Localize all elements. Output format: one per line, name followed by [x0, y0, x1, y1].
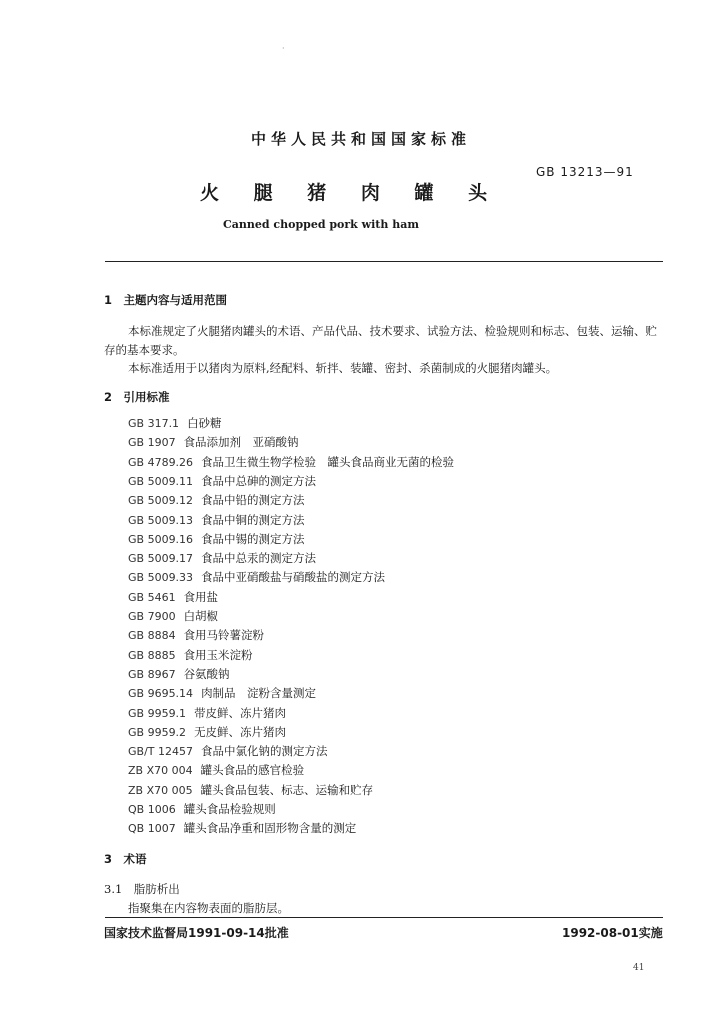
section-1-heading: 1 主题内容与适用范围 [104, 293, 228, 307]
standard-title-english: Canned chopped pork with ham [223, 218, 419, 231]
reference-title: 食品添加剂 亚硝酸钠 [183, 435, 299, 450]
reference-row [128, 801, 276, 820]
reference-code: ZB X70 005 [128, 783, 193, 797]
reference-code: GB 8884 [128, 629, 176, 643]
scan-speck: · [282, 44, 285, 53]
reference-code: GB 9695.14 [128, 687, 194, 701]
standard-title-chinese: 火 腿 猪 肉 罐 头 [200, 182, 490, 204]
reference-row [128, 705, 286, 724]
reference-code: QB 1006 [128, 803, 176, 816]
reference-row [128, 589, 218, 608]
reference-row [128, 666, 230, 685]
reference-title: 无皮鲜、冻片猪肉 [194, 724, 287, 739]
approval-date: 国家技术监督局1991-09-14批准 [104, 926, 289, 940]
reference-title: 白胡椒 [183, 609, 219, 623]
reference-row [128, 647, 253, 666]
reference-title: 食品中总砷的测定方法 [201, 473, 317, 488]
reference-title: 白砂糖 [187, 416, 222, 430]
application-paragraph: 本标准适用于以猪肉为原料,经配料、斩拌、装罐、密封、杀菌制成的火腿猪肉罐头。 [128, 361, 558, 375]
reference-code: GB 7900 [128, 610, 176, 623]
reference-title: 罐头食品净重和固形物含量的测定 [183, 821, 357, 836]
reference-title: 食品中锡的测定方法 [201, 531, 305, 546]
reference-code: GB 9959.1 [128, 706, 187, 720]
reference-code: GB/T 12457 [128, 745, 193, 759]
implementation-date: 1992-08-01实施 [562, 926, 663, 940]
reference-code: ZB X70 004 [128, 764, 193, 778]
reference-title: 罐头食品检验规则 [183, 802, 276, 816]
page-number: 41 [633, 963, 645, 973]
reference-title: 谷氨酸钠 [183, 666, 230, 681]
national-standard-title: 中华人民共和国国家标准 [250, 130, 471, 148]
section-2-heading: 2 引用标准 [104, 390, 170, 404]
reference-title: 食品卫生微生物学检验 罐头食品商业无菌的检验 [201, 454, 455, 469]
reference-row [128, 627, 264, 646]
subsection-3-1-heading: 3.1 脂肪析出 [104, 882, 180, 896]
reference-title: 带皮鲜、冻片猪肉 [194, 705, 287, 720]
reference-title: 食用马铃薯淀粉 [183, 628, 265, 643]
subsection-3-1-text: 指聚集在内容物表面的脂肪层。 [128, 901, 289, 915]
reference-row [128, 550, 316, 569]
reference-title: 食品中亚硝酸盐与硝酸盐的测定方法 [201, 570, 386, 585]
reference-title: 食品中铅的测定方法 [201, 493, 305, 508]
reference-code: QB 1007 [128, 822, 176, 836]
reference-code: GB 5461 [128, 590, 176, 604]
reference-row [128, 724, 286, 743]
reference-row [128, 512, 305, 531]
reference-row [128, 434, 299, 453]
document-code: GB 13213—91 [536, 165, 634, 179]
reference-code: GB 5009.13 [128, 513, 194, 527]
reference-row [128, 820, 356, 839]
reference-code: GB 5009.11 [128, 474, 194, 488]
reference-row [128, 415, 222, 434]
reference-title: 肉制品 淀粉含量测定 [201, 686, 317, 701]
reference-row [128, 782, 373, 801]
reference-title: 罐头食品的感官检验 [200, 763, 305, 778]
reference-row [128, 454, 454, 473]
reference-title: 食品中总汞的测定方法 [201, 551, 317, 566]
reference-row [128, 685, 316, 704]
reference-row [128, 473, 316, 492]
reference-title: 食品中铜的测定方法 [201, 512, 305, 527]
reference-row [128, 569, 385, 588]
reference-row [128, 608, 218, 627]
reference-code: GB 1907 [128, 436, 176, 450]
reference-code: GB 317.1 [128, 417, 180, 430]
reference-row [128, 531, 305, 550]
scope-paragraph: 本标准规定了火腿猪肉罐头的术语、产品代品、技术要求、试验方法、检验规则和标志、包装、运输、贮存的基本要求。 [104, 324, 657, 357]
reference-code: GB 5009.17 [128, 552, 194, 566]
reference-code: GB 8885 [128, 648, 176, 662]
section-3-heading: 3 术语 [104, 852, 147, 866]
reference-code: GB 5009.33 [128, 571, 194, 585]
reference-code: GB 8967 [128, 667, 176, 681]
reference-code: GB 5009.12 [128, 494, 194, 508]
reference-code: GB 5009.16 [128, 532, 194, 546]
footer-divider [105, 917, 663, 918]
header-divider [105, 261, 663, 262]
reference-title: 罐头食品包装、标志、运输和贮存 [200, 782, 374, 797]
reference-title: 食品中氯化钠的测定方法 [201, 744, 328, 759]
reference-code: GB 9959.2 [128, 725, 187, 739]
reference-row [128, 492, 305, 511]
reference-title: 食用玉米淀粉 [183, 647, 253, 662]
reference-title: 食用盐 [183, 589, 219, 604]
reference-code: GB 4789.26 [128, 455, 194, 469]
reference-row [128, 743, 328, 762]
reference-row [128, 762, 304, 781]
